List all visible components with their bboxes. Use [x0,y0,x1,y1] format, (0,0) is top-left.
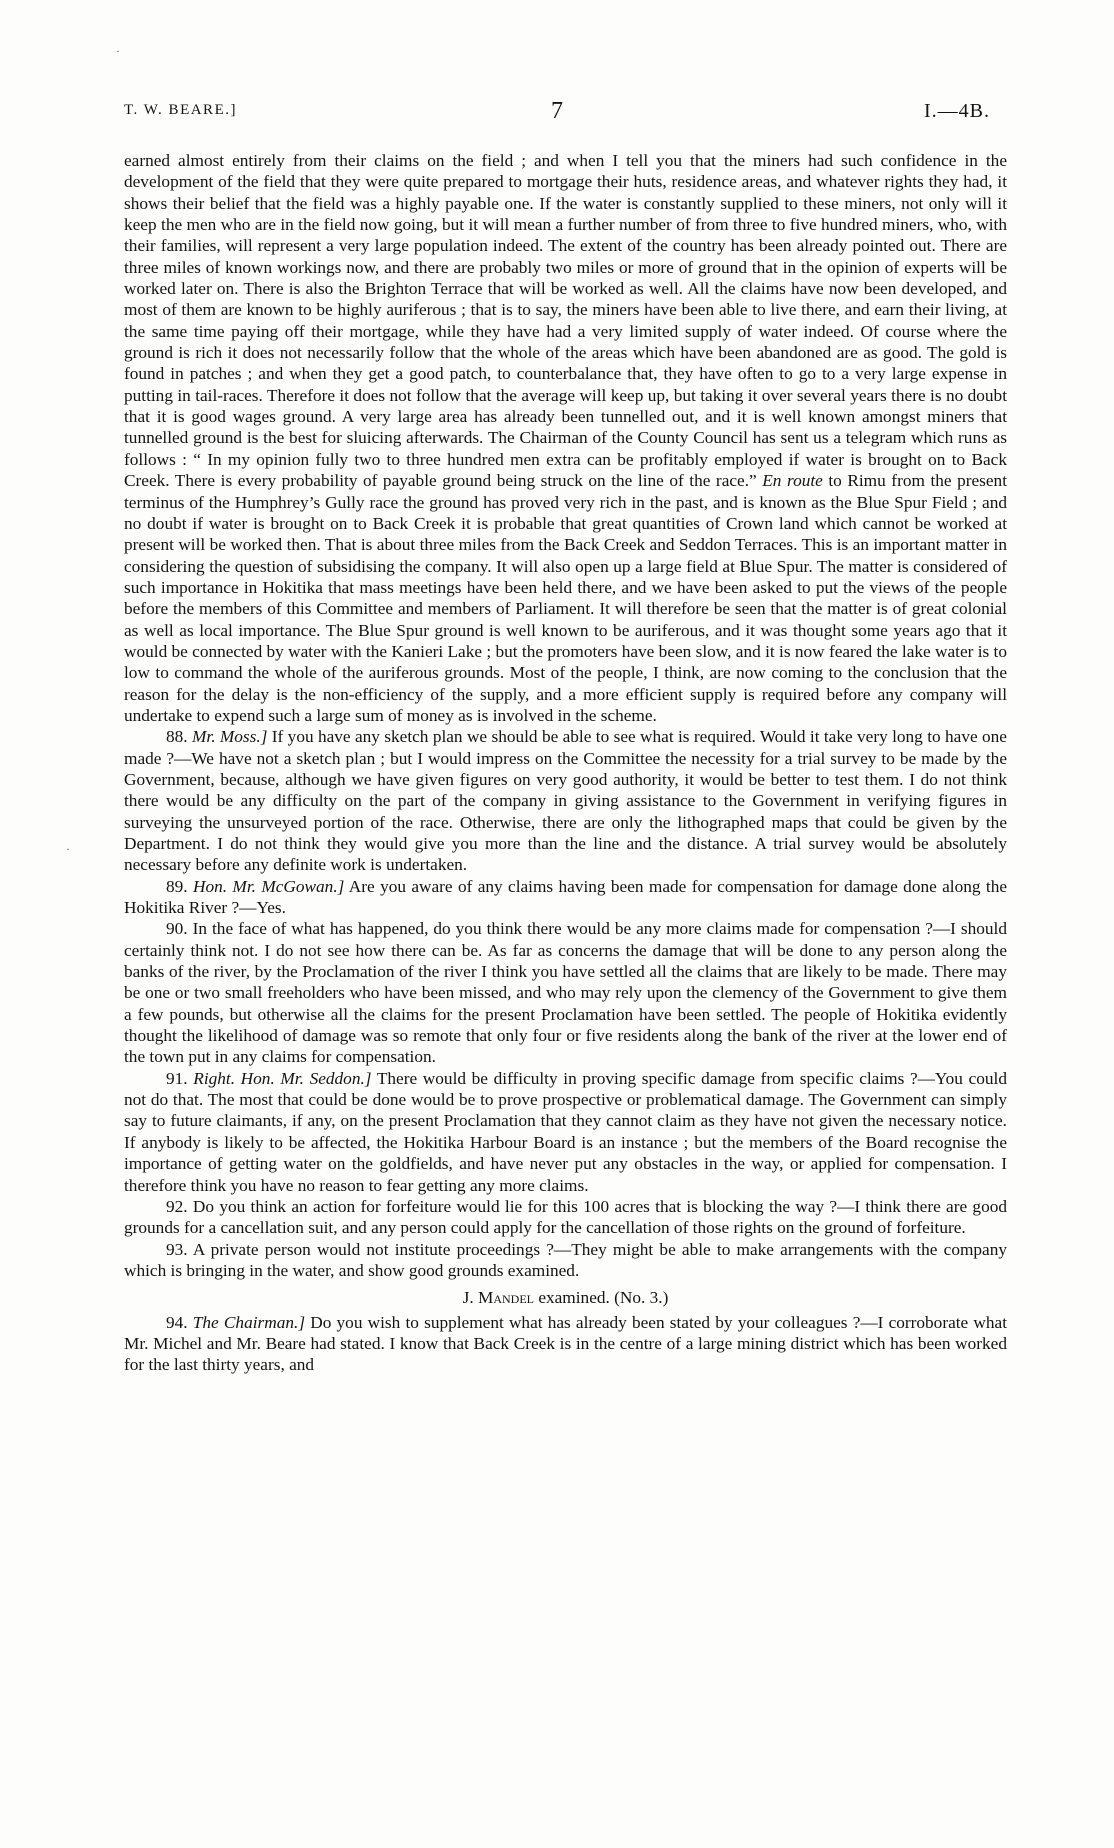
question-text: If you have any sketch plan we should be able to see what is required. Would it take very long to have one made ?—We have not a sketch plan ; but I would impress on the Committee the necessity for a trial survey to be made by the Government, because, although we have given figures on very good authority, it would be better to test them. I do not think there would be any difficulty on the part of the company in giving assistance to the Government in verifying figures in surveying the unsurveyed portion of the race. Otherwise, there are only the lithographed maps that could be given by the Department. I do not think they would give you more than the line and the distance. A trial survey would be absolutely necessary before any definite work is undertaken. [124,727,1007,875]
question-text: A private person would not institute proceedings ?—They might be able to make arrangements with the company which is bringing in the water, and show good grounds examined. [124,1239,1007,1280]
question-90 [124,918,1007,1067]
question-number: 94. [166,1312,188,1332]
speaker: Hon. Mr. McGowan.] [192,876,345,896]
question-number: 91. [166,1068,188,1088]
page-number: 7 [551,98,563,124]
document-body [124,150,1007,1376]
witness-name: Mandel [477,1288,534,1308]
paragraph-text: earned almost entirely from their claims on the field ; and when I tell you that the miners had such confidence in the development of the field that they were quite prepared to mortgage their huts, residence areas, and whatever rights they had, it shows their belief that the field was a highly payable one. If the water is constantly supplied to these miners, not only will it keep the men who are in the field now going, but it will mean a further number of from three to five hundred miners, who, with their families, will represent a very large population indeed. The extent of the country has been already pointed out. There are three miles of known workings now, and there are probably two miles or more of ground that in the opinion of experts will be worked later on. There is also the Brighton Terrace that will be worked as well. All the claims have now been developed, and most of them are known to be highly auriferous ; that is to say, the miners have been able to live there, and earn their living, at the same time paying off their mortgage, while they have had a very limited supply of water indeed. Of course where the ground is rich it does not necessarily follow that the whole of the areas which have been abandoned are as good. The gold is found in patches ; and when they get a good patch, to counterbalance that, they have often to go to a very large expense in putting in tail-races. Therefore it does not follow that the average will keep up, but taking it over several years there is no doubt that it is good wages ground. A very large area has already been tunnelled out, and it is well known amongst miners that tunnelled ground is the best for sluicing afterwards. The Chairman of the County Council has sent us a telegram which runs as follows : “ In my opinion fully two to three hundred men extra can be profitably employed if water is brought on to Back Creek. There is every probability of payable ground being struck on the line of the race.” [124,151,1007,491]
question-number: 93. [166,1239,188,1259]
question-91 [124,1068,1007,1196]
question-number: 89. [166,876,188,896]
speaker: The Chairman.] [192,1312,306,1332]
question-94 [124,1312,1007,1376]
witness-subheading [124,1287,1007,1308]
question-text: Do you wish to supplement what has already been stated by your colleagues ?—I corroborate what Mr. Michel and Mr. Beare had stated. I know that Back Creek is in the centre of a large mining district which has been worked for the last thirty years, and [124,1312,1007,1375]
stray-mark: · [116,44,120,58]
question-text: In the face of what has happened, do you think there would be any more claims made for compensation ?—I should certainly think not. I do not see how there can be. As far as concerns the damage that will be done to any person along the banks of the river, by the Proclamation of the river I think you have settled all the claims that are likely to be made. There may be one or two small freeholders who have been missed, and who may rely upon the clemency of the Government to give them a few pounds, but otherwise all the claims for the present Proclamation have been settled. The people of Hokitika evidently thought the likelihood of damage was so remote that only four or five residents along the bank of the river at the lower end of the town put in any claims for compensation. [124,919,1007,1067]
question-89 [124,876,1007,919]
page-header [124,98,990,128]
question-92 [124,1196,1007,1239]
subheading-text: examined. (No. 3.) [538,1288,669,1308]
question-number: 90. [166,919,188,939]
question-88 [124,726,1007,875]
witness-initial: J. [462,1288,474,1308]
italic-phrase: En route [762,471,823,491]
question-text: Do you think an action for forfeiture would lie for this 100 acres that is blocking the way ?—I think there are good grounds for a cancellation suit, and any person could apply for the cancellation of those rights on the ground of forfeiture. [124,1196,1007,1238]
document-reference: I.—4B. [924,100,990,122]
question-number: 88. [166,727,188,747]
question-93 [124,1239,1007,1282]
question-text: There would be difficulty in proving specific damage from specific claims ?—You could not do that. The most that could be done would be to prove prospective or problematical damage. The Government can simply say to future claimants, if any, on the present Proclamation that they cannot claim as they have not given the necessary notice. If anybody is likely to be affected, the Hokitika Harbour Board is an instance ; but the members of the Board recognise the importance of getting water on the goldfields, and have never put any obstacles in the way, or applied for compensation. I therefore think you have no reason to fear getting any more claims. [124,1068,1007,1195]
speaker: Right. Hon. Mr. Seddon.] [193,1068,372,1088]
opening-paragraph [124,150,1007,726]
speaker: Mr. Moss.] [191,727,268,747]
stray-mark: · [66,842,70,856]
question-number: 92. [166,1196,188,1216]
header-witness: T. W. BEARE.] [124,102,237,118]
paragraph-text: to Rimu from the present terminus of the Humphrey’s Gully race the ground has proved very rich in the past, and is known as the Blue Spur Field ; and no doubt if water is brought on to Back Creek it is probable that great quantities of Crown land which cannot be worked at present will be worked then. That is about three miles from the Back Creek and Seddon Terraces. This is an important matter in considering the question of subsidising the company. It will also open up a large field at Blue Spur. The matter is considered of such importance in Hokitika that mass meetings have been held there, and we have been asked to put the views of the people before the members of this Committee and members of Parliament. It will therefore be seen that the matter is of great colonial as well as local importance. The Blue Spur ground is well known to be auriferous, and it was thought some years ago that it would be connected by water with the Kanieri Lake ; but the promoters have been slow, and it is now feared the lake water is to low to command the whole of the auriferous grounds. Most of the people, I think, are now coming to the conclusion that the reason for the delay is the non-efficiency of the supply, and a more efficient supply is required before any company will undertake to expend such a large sum of money as is involved in the scheme. [124,471,1007,725]
question-text: Are you aware of any claims having been made for compensation for damage done along the Hokitika River ?—Yes. [124,876,1008,918]
